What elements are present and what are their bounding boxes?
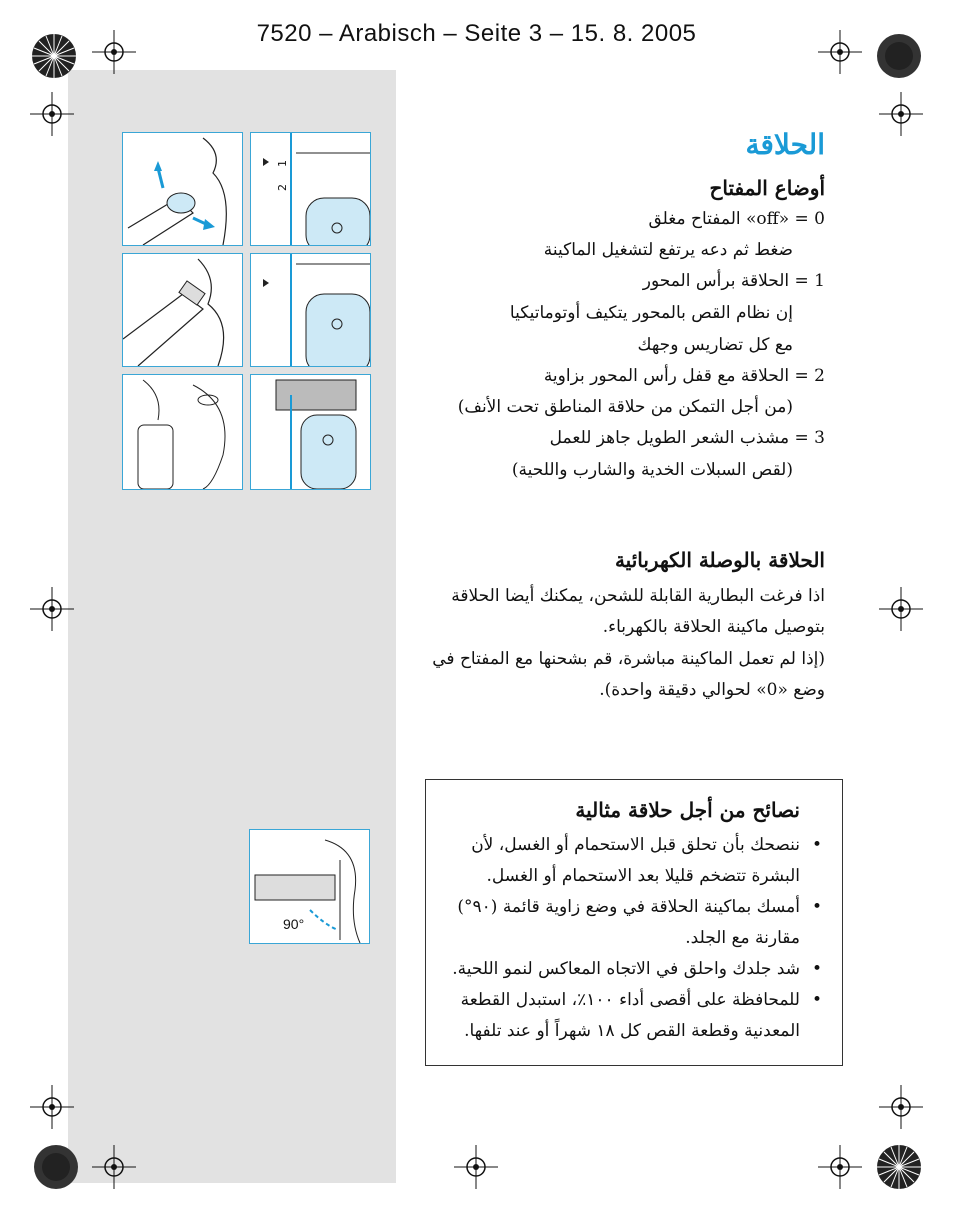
shaving-line-3: 1 = الحلاقة برأس المحور (642, 271, 825, 291)
crosshair-bottom-3 (818, 1145, 862, 1189)
crosshair-left-mid (30, 587, 74, 631)
crosshair-left-low (30, 1085, 74, 1129)
figure-shaver-tilt (122, 132, 243, 246)
shaving-line-7: (من أجل التمكن من حلاقة المناطق تحت الأنف) (457, 397, 793, 417)
angle-label: 90° (283, 916, 305, 932)
tip-item: • ننصحك بأن تحلق قبل الاستحمام أو الغسل، لأن البشرة تتضخم قليلا بعد الاستحمام أو الغسل. (442, 830, 822, 892)
shaving-line-8: 3 = مشذب الشعر الطويل جاهز للعمل (549, 428, 825, 448)
registration-wheel-top-left (30, 32, 78, 80)
switch-label-2: 2 (276, 184, 289, 191)
figure-switch-position-1 (250, 132, 371, 246)
shaving-line-5: مع كل تضاريس وجهك (637, 335, 793, 355)
registration-wheel-bottom-left (32, 1143, 80, 1191)
shaving-line-4: إن نظام القص بالمحور يتكيف أوتوماتيكيا (509, 303, 793, 323)
figure-switch-position-3 (250, 374, 371, 490)
registration-wheel-top-right (875, 32, 923, 80)
crosshair-right-low (879, 1085, 923, 1129)
registration-wheel-bottom-right (875, 1143, 923, 1191)
tips-title: نصائح من أجل حلاقة مثالية (575, 798, 800, 822)
crosshair-top-1 (92, 30, 136, 74)
tips-box (425, 779, 843, 1066)
tip-item: • أمسك بماكينة الحلاقة في وضع زاوية قائمة (٩٠°) مقارنة مع الجلد. (442, 892, 822, 954)
figure-switch-position-2 (250, 253, 371, 367)
shaving-line-2: ضغط ثم دعه يرتفع لتشغيل الماكينة (543, 240, 793, 260)
tip-item: • شد جلدك واحلق في الاتجاه المعاكس لنمو اللحية. (442, 954, 822, 985)
crosshair-right-1 (879, 92, 923, 136)
crosshair-right-mid (879, 587, 923, 631)
tip-item: • للمحافظة على أقصى أداء ١٠٠٪، استبدل القطعة المعدنية وقطعة القص كل ١٨ شهراً أو عند تلفها. (442, 985, 822, 1047)
shaving-line-1: 0 = «off» المفتاح مغلق (648, 209, 825, 229)
section-subtitle-switch-positions: أوضاع المفتاح (709, 176, 825, 200)
figure-shaver-sideburn (122, 253, 243, 367)
mains-line-3: (إذا لم تعمل الماكينة مباشرة، قم بشحنها مع المفتاح في (432, 649, 825, 669)
shaving-line-6: 2 = الحلاقة مع قفل رأس المحور بزاوية (543, 366, 825, 386)
mains-line-2: بتوصيل ماكينة الحلاقة بالكهرباء. (602, 617, 825, 637)
tips-list (442, 830, 822, 1047)
shaving-line-9: (لقص السبلات الخدية والشارب واللحية) (511, 460, 793, 480)
mains-line-4: وضع «0» لحوالي دقيقة واحدة). (599, 680, 825, 700)
section-title-shaving: الحلاقة (745, 128, 825, 161)
mains-line-1: اذا فرغت البطارية القابلة للشحن، يمكنك أيضا الحلاقة (451, 586, 825, 606)
crosshair-bottom-2 (454, 1145, 498, 1189)
crosshair-bottom-1 (92, 1145, 136, 1189)
switch-label-1: 1 (276, 160, 289, 167)
section-title-mains: الحلاقة بالوصلة الكهربائية (614, 548, 825, 572)
figure-angle-90 (249, 829, 370, 944)
page-header: 7520 – Arabisch – Seite 3 – 15. 8. 2005 (256, 20, 697, 47)
figure-trimmer-sideburn (122, 374, 243, 490)
crosshair-top-2 (818, 30, 862, 74)
crosshair-left-1 (30, 92, 74, 136)
